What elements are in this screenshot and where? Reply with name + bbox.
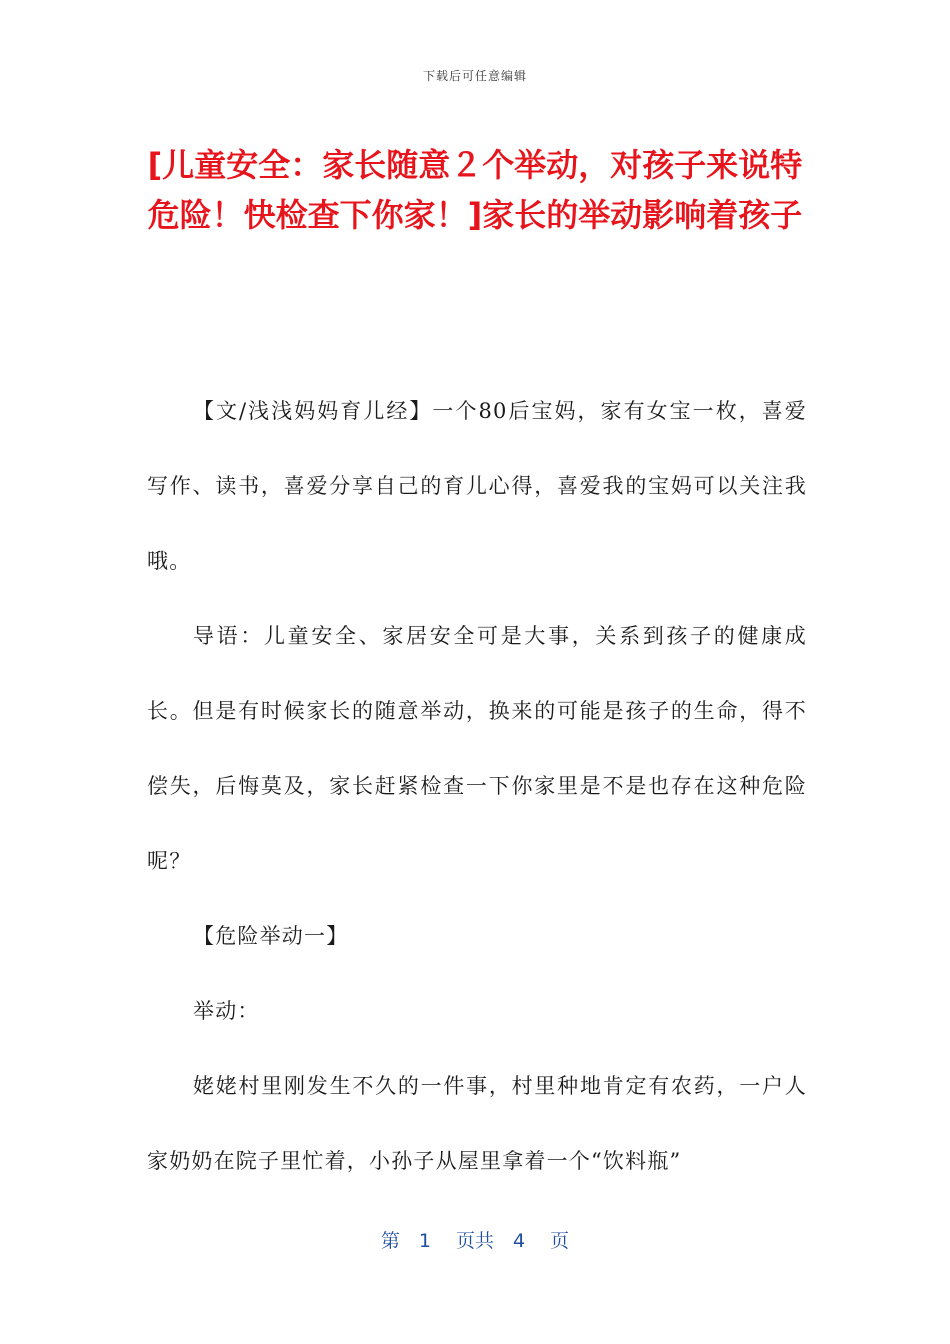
header-note: 下载后可任意编辑 (422, 69, 527, 83)
section-heading: 【危险举动一】 (193, 924, 349, 948)
page-number-footer: 第 1 页共 4 页 (380, 1230, 570, 1252)
paragraph-label: 举动： (193, 999, 260, 1023)
document-title: [儿童安全：家长随意２个举动，对孩子来说特危险！快检查下你家！]家长的举动影响着孩子 (147, 146, 803, 234)
paragraph-story: 姥姥村里刚发生不久的一件事，村里种地肯定有农药，一户人家奶奶在院子里忙着，小孙子从屋里拿着一个“饮料瓶” (147, 1074, 807, 1173)
paragraph-introduction: 导语：儿童安全、家居安全可是大事，关系到孩子的健康成长。但是有时候家长的随意举动，换来的可能是孩子的生命，得不偿失，后悔莫及，家长赶紧检查一下你家里是不是也存在这种危险呢？ (147, 624, 807, 873)
paragraph-author-intro: 【文/浅浅妈妈育儿经】一个80后宝妈，家有女宝一枚，喜爱写作、读书，喜爱分享自己的育儿心得，喜爱我的宝妈可以关注我哦。 (147, 399, 807, 573)
document-body (147, 374, 807, 1199)
